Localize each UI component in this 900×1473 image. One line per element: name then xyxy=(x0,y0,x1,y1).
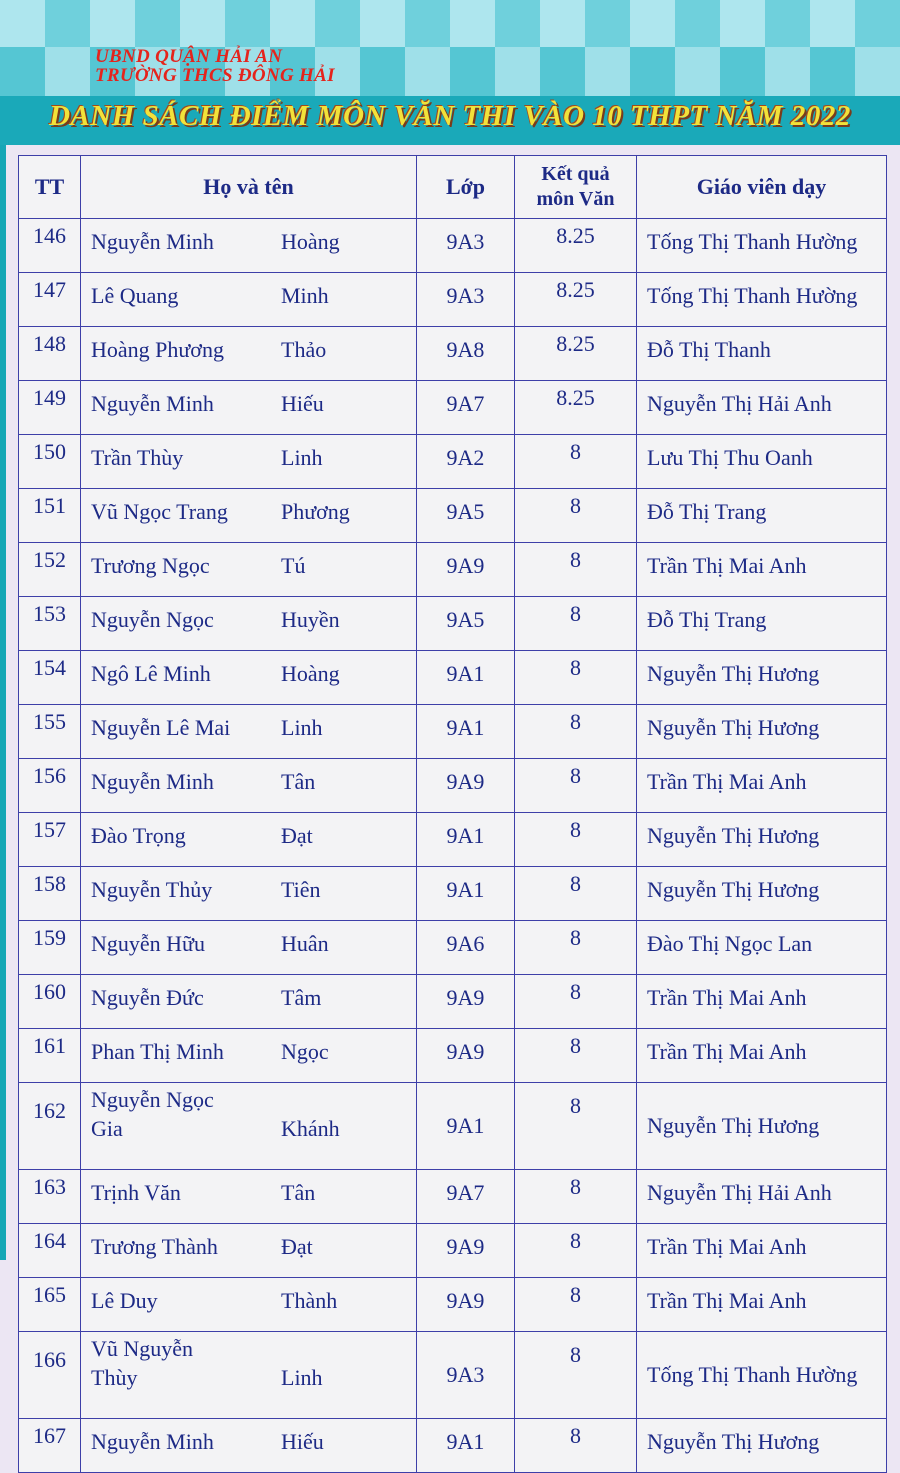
class-cell: 9A1 xyxy=(417,705,515,759)
teacher-cell: Tống Thị Thanh Hường xyxy=(637,1332,887,1419)
class-cell: 9A9 xyxy=(417,1278,515,1332)
left-border-strip xyxy=(0,145,6,1260)
class-cell: 9A7 xyxy=(417,381,515,435)
student-name-cell xyxy=(81,597,417,651)
student-family-name: Nguyễn Minh xyxy=(91,769,214,794)
student-given-name: Phương xyxy=(281,499,350,524)
result-header-line-2: môn Văn xyxy=(536,188,615,210)
student-name-cell xyxy=(81,921,417,975)
row-number-cell: 161 xyxy=(19,1029,81,1083)
row-number-cell: 156 xyxy=(19,759,81,813)
table-row xyxy=(19,813,887,867)
table-header-row xyxy=(19,156,887,219)
student-family-name: Ngô Lê Minh xyxy=(91,661,211,686)
student-family-name-continued: Thùy xyxy=(91,1365,138,1390)
score-cell: 8 xyxy=(515,1029,637,1083)
row-number-cell: 159 xyxy=(19,921,81,975)
student-given-name: Thành xyxy=(281,1288,338,1313)
class-cell: 9A5 xyxy=(417,489,515,543)
student-name-cell xyxy=(81,435,417,489)
row-number-cell: 158 xyxy=(19,867,81,921)
table-body xyxy=(19,219,887,1473)
student-given-name: Tiên xyxy=(281,877,321,902)
teacher-cell: Nguyễn Thị Hương xyxy=(637,813,887,867)
score-cell: 8 xyxy=(515,867,637,921)
student-given-name: Hoàng xyxy=(281,661,340,686)
student-given-name: Ngọc xyxy=(281,1039,329,1064)
student-given-name: Tân xyxy=(281,769,316,794)
row-number-cell: 152 xyxy=(19,543,81,597)
student-given-name: Minh xyxy=(281,283,329,308)
student-family-name: Vũ Nguyễn xyxy=(91,1336,194,1361)
student-family-name: Nguyễn Hữu xyxy=(91,931,205,956)
column-header-tt: TT xyxy=(19,156,81,219)
score-cell: 8.25 xyxy=(515,219,637,273)
score-cell: 8 xyxy=(515,813,637,867)
student-family-name: Nguyễn Minh xyxy=(91,229,214,254)
row-number-cell: 162 xyxy=(19,1083,81,1170)
student-name-cell xyxy=(81,759,417,813)
student-family-name: Nguyễn Ngọc xyxy=(91,1087,214,1112)
class-cell: 9A3 xyxy=(417,219,515,273)
table-row xyxy=(19,219,887,273)
student-given-name: Tân xyxy=(281,1180,316,1205)
table-row xyxy=(19,1224,887,1278)
student-family-name: Trương Ngọc xyxy=(91,553,210,578)
student-family-name: Lê Quang xyxy=(91,283,179,308)
student-name-cell xyxy=(81,705,417,759)
school-name: TRƯỜNG THCS ĐÔNG HẢI xyxy=(95,65,335,86)
score-cell: 8 xyxy=(515,651,637,705)
class-cell: 9A9 xyxy=(417,1029,515,1083)
score-cell: 8 xyxy=(515,435,637,489)
row-number-cell: 166 xyxy=(19,1332,81,1419)
score-cell: 8 xyxy=(515,1083,637,1170)
student-given-name: Đạt xyxy=(281,823,313,848)
row-number-cell: 153 xyxy=(19,597,81,651)
score-cell: 8.25 xyxy=(515,381,637,435)
teacher-cell: Nguyễn Thị Hương xyxy=(637,1419,887,1473)
table-row xyxy=(19,651,887,705)
row-number-cell: 165 xyxy=(19,1278,81,1332)
score-cell: 8.25 xyxy=(515,273,637,327)
teacher-cell: Nguyễn Thị Hương xyxy=(637,705,887,759)
teacher-cell: Tống Thị Thanh Hường xyxy=(637,219,887,273)
class-cell: 9A6 xyxy=(417,921,515,975)
teacher-cell: Nguyễn Thị Hương xyxy=(637,867,887,921)
class-cell: 9A5 xyxy=(417,597,515,651)
student-family-name: Nguyễn Minh xyxy=(91,1429,214,1454)
student-name-cell xyxy=(81,489,417,543)
score-cell: 8 xyxy=(515,1224,637,1278)
student-given-name: Tú xyxy=(281,553,306,578)
score-table-container xyxy=(18,155,886,1473)
row-number-cell: 154 xyxy=(19,651,81,705)
table-row xyxy=(19,975,887,1029)
student-family-name-continued: Gia xyxy=(91,1116,123,1141)
teacher-cell: Tống Thị Thanh Hường xyxy=(637,273,887,327)
student-name-cell xyxy=(81,1029,417,1083)
student-name-cell xyxy=(81,1083,417,1170)
column-header-name: Họ và tên xyxy=(81,156,417,219)
student-name-cell xyxy=(81,327,417,381)
student-given-name: Huân xyxy=(281,931,329,956)
table-row xyxy=(19,1419,887,1473)
student-name-cell xyxy=(81,273,417,327)
school-authority: UBND QUẬN HẢI AN xyxy=(95,46,283,67)
student-family-name: Nguyễn Minh xyxy=(91,391,214,416)
teacher-cell: Đỗ Thị Thanh xyxy=(637,327,887,381)
score-cell: 8 xyxy=(515,1332,637,1419)
table-row xyxy=(19,705,887,759)
teacher-cell: Lưu Thị Thu Oanh xyxy=(637,435,887,489)
score-cell: 8 xyxy=(515,543,637,597)
score-cell: 8 xyxy=(515,489,637,543)
row-number-cell: 148 xyxy=(19,327,81,381)
student-given-name: Hiếu xyxy=(281,391,324,416)
teacher-cell: Đào Thị Ngọc Lan xyxy=(637,921,887,975)
table-row xyxy=(19,921,887,975)
score-cell: 8 xyxy=(515,921,637,975)
student-given-name: Đạt xyxy=(281,1234,313,1259)
teacher-cell: Nguyễn Thị Hải Anh xyxy=(637,381,887,435)
score-cell: 8 xyxy=(515,759,637,813)
score-cell: 8 xyxy=(515,975,637,1029)
table-row xyxy=(19,381,887,435)
teacher-cell: Nguyễn Thị Hương xyxy=(637,651,887,705)
table-row xyxy=(19,489,887,543)
table-row xyxy=(19,597,887,651)
row-number-cell: 157 xyxy=(19,813,81,867)
teacher-cell: Trần Thị Mai Anh xyxy=(637,543,887,597)
table-row xyxy=(19,1332,887,1419)
teacher-cell: Đỗ Thị Trang xyxy=(637,489,887,543)
student-family-name: Nguyễn Đức xyxy=(91,985,204,1010)
class-cell: 9A1 xyxy=(417,651,515,705)
class-cell: 9A1 xyxy=(417,813,515,867)
student-name-cell xyxy=(81,219,417,273)
row-number-cell: 160 xyxy=(19,975,81,1029)
class-cell: 9A7 xyxy=(417,1170,515,1224)
student-family-name: Phan Thị Minh xyxy=(91,1039,224,1064)
student-name-cell xyxy=(81,975,417,1029)
student-name-cell xyxy=(81,867,417,921)
class-cell: 9A1 xyxy=(417,867,515,921)
student-given-name: Hiếu xyxy=(281,1429,324,1454)
column-header-result xyxy=(515,156,637,219)
page-title: DANH SÁCH ĐIỂM MÔN VĂN THI VÀO 10 THPT NĂM 2022 xyxy=(49,100,851,132)
class-cell: 9A3 xyxy=(417,1332,515,1419)
score-cell: 8 xyxy=(515,1419,637,1473)
student-given-name: Tâm xyxy=(281,985,322,1010)
class-cell: 9A2 xyxy=(417,435,515,489)
student-family-name: Nguyễn Lê Mai xyxy=(91,715,231,740)
class-cell: 9A9 xyxy=(417,543,515,597)
student-name-cell xyxy=(81,1224,417,1278)
teacher-cell: Nguyễn Thị Hương xyxy=(637,1083,887,1170)
class-cell: 9A9 xyxy=(417,1224,515,1278)
student-given-name: Thảo xyxy=(281,337,327,362)
row-number-cell: 167 xyxy=(19,1419,81,1473)
table-row xyxy=(19,327,887,381)
class-cell: 9A9 xyxy=(417,975,515,1029)
row-number-cell: 163 xyxy=(19,1170,81,1224)
student-given-name: Hoàng xyxy=(281,229,340,254)
student-family-name: Đào Trọng xyxy=(91,823,186,848)
teacher-cell: Nguyễn Thị Hải Anh xyxy=(637,1170,887,1224)
student-name-cell xyxy=(81,1278,417,1332)
result-header-line-1: Kết quả xyxy=(541,163,610,185)
score-cell: 8 xyxy=(515,597,637,651)
column-header-teacher: Giáo viên dạy xyxy=(637,156,887,219)
row-number-cell: 146 xyxy=(19,219,81,273)
table-row xyxy=(19,435,887,489)
row-number-cell: 164 xyxy=(19,1224,81,1278)
table-row xyxy=(19,273,887,327)
student-name-cell xyxy=(81,381,417,435)
teacher-cell: Trần Thị Mai Anh xyxy=(637,1029,887,1083)
student-family-name: Trương Thành xyxy=(91,1234,218,1259)
row-number-cell: 149 xyxy=(19,381,81,435)
student-given-name: Linh xyxy=(281,715,323,740)
table-row xyxy=(19,543,887,597)
teacher-cell: Đỗ Thị Trang xyxy=(637,597,887,651)
table-row xyxy=(19,867,887,921)
row-number-cell: 155 xyxy=(19,705,81,759)
student-name-cell xyxy=(81,1419,417,1473)
teacher-cell: Trần Thị Mai Anh xyxy=(637,975,887,1029)
row-number-cell: 151 xyxy=(19,489,81,543)
teacher-cell: Trần Thị Mai Anh xyxy=(637,759,887,813)
student-family-name: Lê Duy xyxy=(91,1288,158,1313)
class-cell: 9A1 xyxy=(417,1083,515,1170)
score-cell: 8 xyxy=(515,1170,637,1224)
student-given-name: Linh xyxy=(281,1365,323,1390)
student-name-cell xyxy=(81,1332,417,1419)
student-family-name: Trịnh Văn xyxy=(91,1180,181,1205)
score-cell: 8 xyxy=(515,705,637,759)
header-banner xyxy=(0,0,900,145)
student-family-name: Hoàng Phương xyxy=(91,337,224,362)
table-row xyxy=(19,759,887,813)
student-name-line-2 xyxy=(91,1114,416,1143)
class-cell: 9A1 xyxy=(417,1419,515,1473)
class-cell: 9A3 xyxy=(417,273,515,327)
student-name-cell xyxy=(81,1170,417,1224)
table-row xyxy=(19,1278,887,1332)
student-family-name: Nguyễn Ngọc xyxy=(91,607,214,632)
class-cell: 9A9 xyxy=(417,759,515,813)
student-family-name: Vũ Ngọc Trang xyxy=(91,499,228,524)
score-cell: 8.25 xyxy=(515,327,637,381)
student-given-name: Linh xyxy=(281,445,323,470)
table-row xyxy=(19,1029,887,1083)
column-header-class: Lớp xyxy=(417,156,515,219)
student-given-name: Khánh xyxy=(281,1116,340,1141)
teacher-cell: Trần Thị Mai Anh xyxy=(637,1278,887,1332)
student-family-name: Nguyễn Thủy xyxy=(91,877,213,902)
student-name-cell xyxy=(81,813,417,867)
score-table xyxy=(18,155,887,1473)
student-name-cell xyxy=(81,651,417,705)
score-cell: 8 xyxy=(515,1278,637,1332)
student-name-cell xyxy=(81,543,417,597)
row-number-cell: 147 xyxy=(19,273,81,327)
student-name-line-2 xyxy=(91,1363,416,1392)
table-row xyxy=(19,1170,887,1224)
teacher-cell: Trần Thị Mai Anh xyxy=(637,1224,887,1278)
class-cell: 9A8 xyxy=(417,327,515,381)
table-row xyxy=(19,1083,887,1170)
row-number-cell: 150 xyxy=(19,435,81,489)
student-given-name: Huyền xyxy=(281,607,340,632)
student-family-name: Trần Thùy xyxy=(91,445,184,470)
